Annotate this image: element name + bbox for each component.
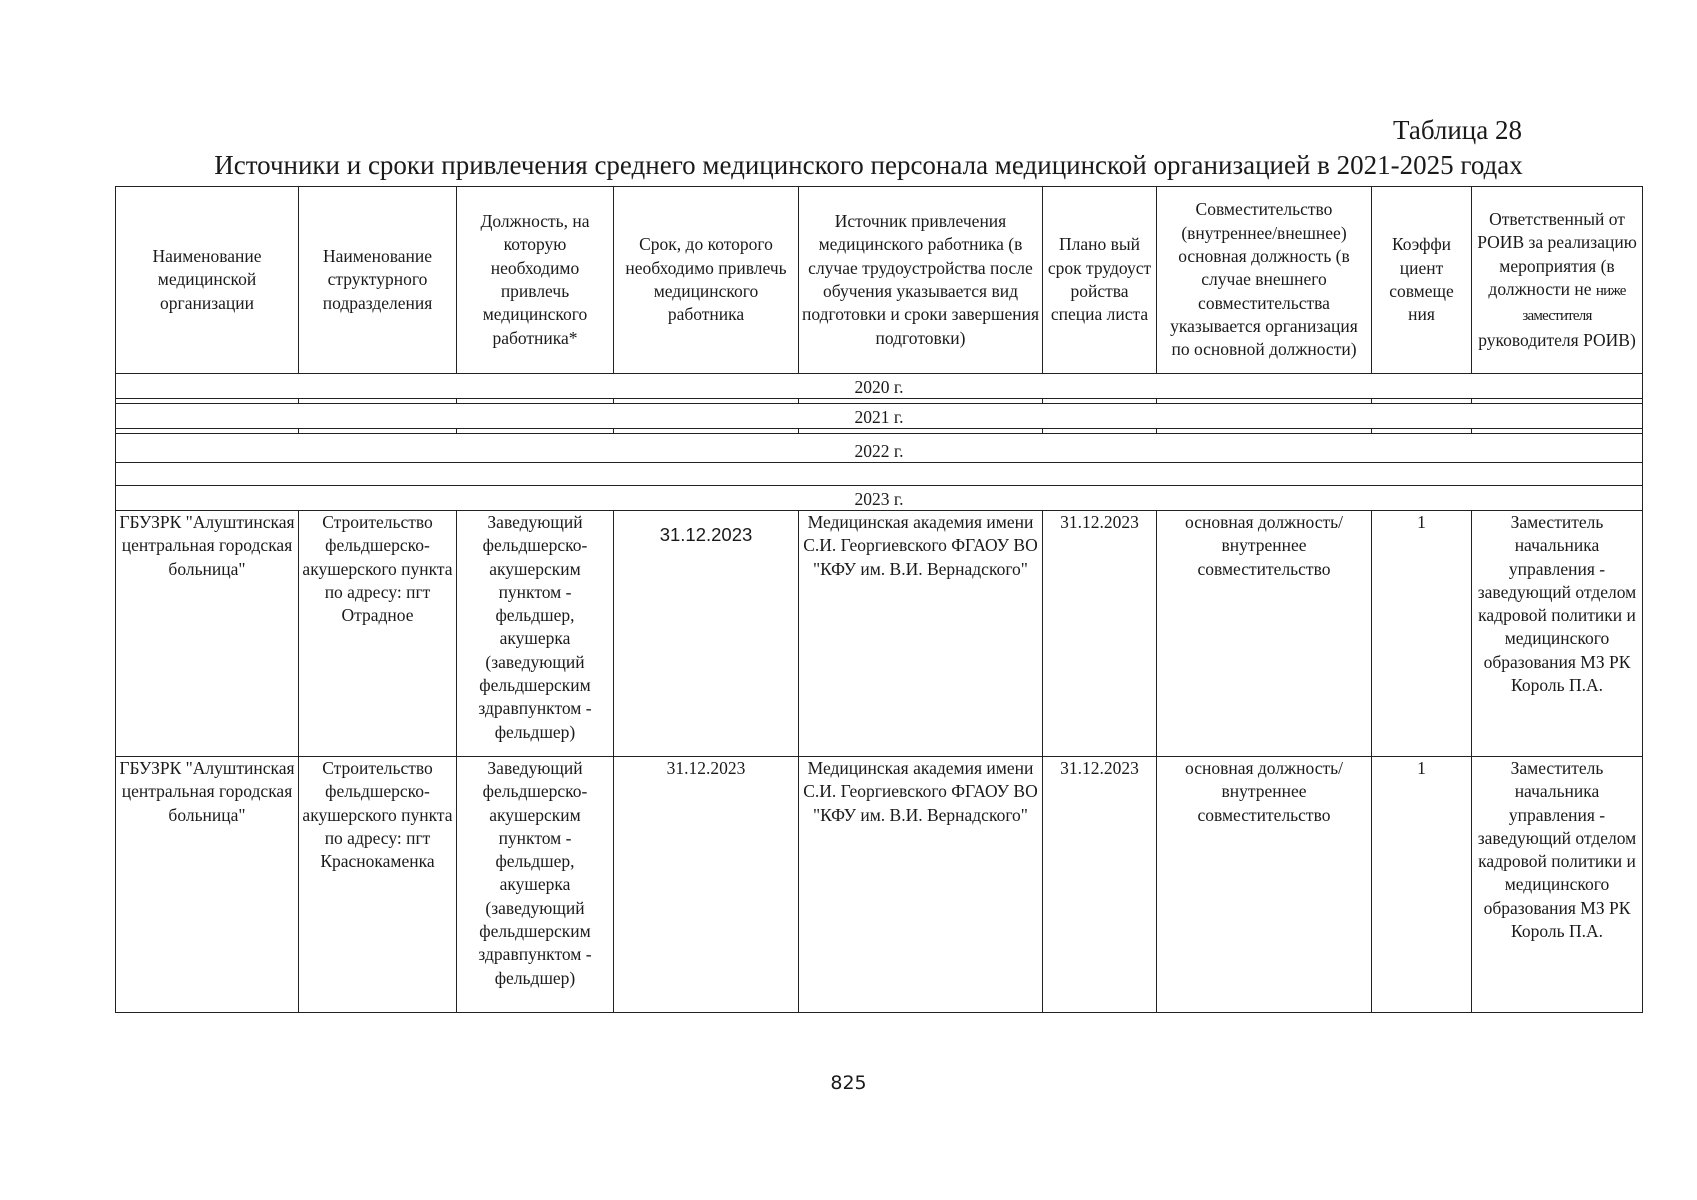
table-row (116, 511, 1643, 757)
column-header-planned-date: Плано вый срок трудоуст ройства специа листа (1043, 187, 1157, 374)
cell-organization: ГБУЗРК "Алуштинская центральная городская больница" (116, 757, 299, 1013)
year-row-2023 (116, 486, 1643, 511)
cell-subdivision: Строительство фельдшерско-акушерского пункта по адресу: пгт Краснокаменка (299, 757, 457, 1013)
cell-position: Заведующий фельдшерско-акушерским пунктом - фельдшер, акушерка (заведующий фельдшерским здравпунктом - фельдшер) (457, 757, 614, 1013)
page-number: 825 (830, 1072, 867, 1094)
staffing-table (115, 186, 1643, 1013)
year-row-2022 (116, 434, 1643, 463)
cell-planned-date: 31.12.2023 (1043, 757, 1157, 1013)
cell-source: Медицинская академия имени С.И. Георгиевского ФГАОУ ВО "КФУ им. В.И. Вернадского" (799, 511, 1043, 757)
column-header-source: Источник привлечения медицинского работника (в случае трудоустройства после обучения указывается вид подготовки и сроки завершения подготовки) (799, 187, 1043, 374)
table-label: Таблица 28 (1393, 115, 1522, 145)
column-header-combination: Совместительство (внутреннее/внешнее) основная должность (в случае внешнего совместительства указывается организация по основной должности) (1157, 187, 1372, 374)
cell-organization: ГБУЗРК "Алуштинская центральная городская больница" (116, 511, 299, 757)
column-header-coefficient: Коэффи циент совмеще ния (1372, 187, 1472, 374)
column-header-organization: Наименование медицинской организации (116, 187, 299, 374)
column-header-deadline: Срок, до которого необходимо привлечь медицинского работника (614, 187, 799, 374)
cell-deadline: 31.12.2023 (614, 757, 799, 1013)
column-header-subdivision: Наименование структурного подразделения (299, 187, 457, 374)
cell-subdivision: Строительство фельдшерско-акушерского пункта по адресу: пгт Отрадное (299, 511, 457, 757)
cell-responsible: Заместитель начальника управления - заведующий отделом кадровой политики и медицинского образования МЗ РК Король П.А. (1472, 511, 1643, 757)
cell-source: Медицинская академия имени С.И. Георгиевского ФГАОУ ВО "КФУ им. В.И. Вернадского" (799, 757, 1043, 1013)
year-label: 2022 г. (116, 434, 1643, 463)
cell-responsible: Заместитель начальника управления - заведующий отделом кадровой политики и медицинского образования МЗ РК Король П.А. (1472, 757, 1643, 1013)
year-label: 2021 г. (116, 404, 1643, 429)
document-title: Источники и сроки привлечения среднего медицинского персонала медицинской организацией в 2021-2025 годах (214, 150, 1523, 180)
year-row-2020 (116, 374, 1643, 399)
responsible-header-part2: ниже заместителя (1522, 283, 1626, 325)
empty-row (116, 463, 1643, 486)
cell-planned-date: 31.12.2023 (1043, 511, 1157, 757)
year-label: 2023 г. (116, 486, 1643, 511)
cell-coefficient: 1 (1372, 757, 1472, 1013)
header-row (116, 187, 1643, 374)
responsible-header-part3: руководителя РОИВ) (1478, 329, 1636, 350)
cell-deadline: 31.12.2023 (614, 511, 799, 757)
cell-combination: основная должность/ внутреннее совместительство (1157, 511, 1372, 757)
year-label: 2020 г. (116, 374, 1643, 399)
year-row-2021 (116, 404, 1643, 429)
column-header-position: Должность, на которую необходимо привлечь медицинского работника* (457, 187, 614, 374)
cell-coefficient: 1 (1372, 511, 1472, 757)
cell-position: Заведующий фельдшерско-акушерским пунктом - фельдшер, акушерка (заведующий фельдшерским здравпунктом - фельдшер) (457, 511, 614, 757)
table-row (116, 757, 1643, 1013)
column-header-responsible (1472, 187, 1643, 374)
responsible-header-part1: Ответственный от РОИВ за реализацию мероприятия (в должности не (1477, 209, 1637, 299)
cell-combination: основная должность/ внутреннее совместительство (1157, 757, 1372, 1013)
